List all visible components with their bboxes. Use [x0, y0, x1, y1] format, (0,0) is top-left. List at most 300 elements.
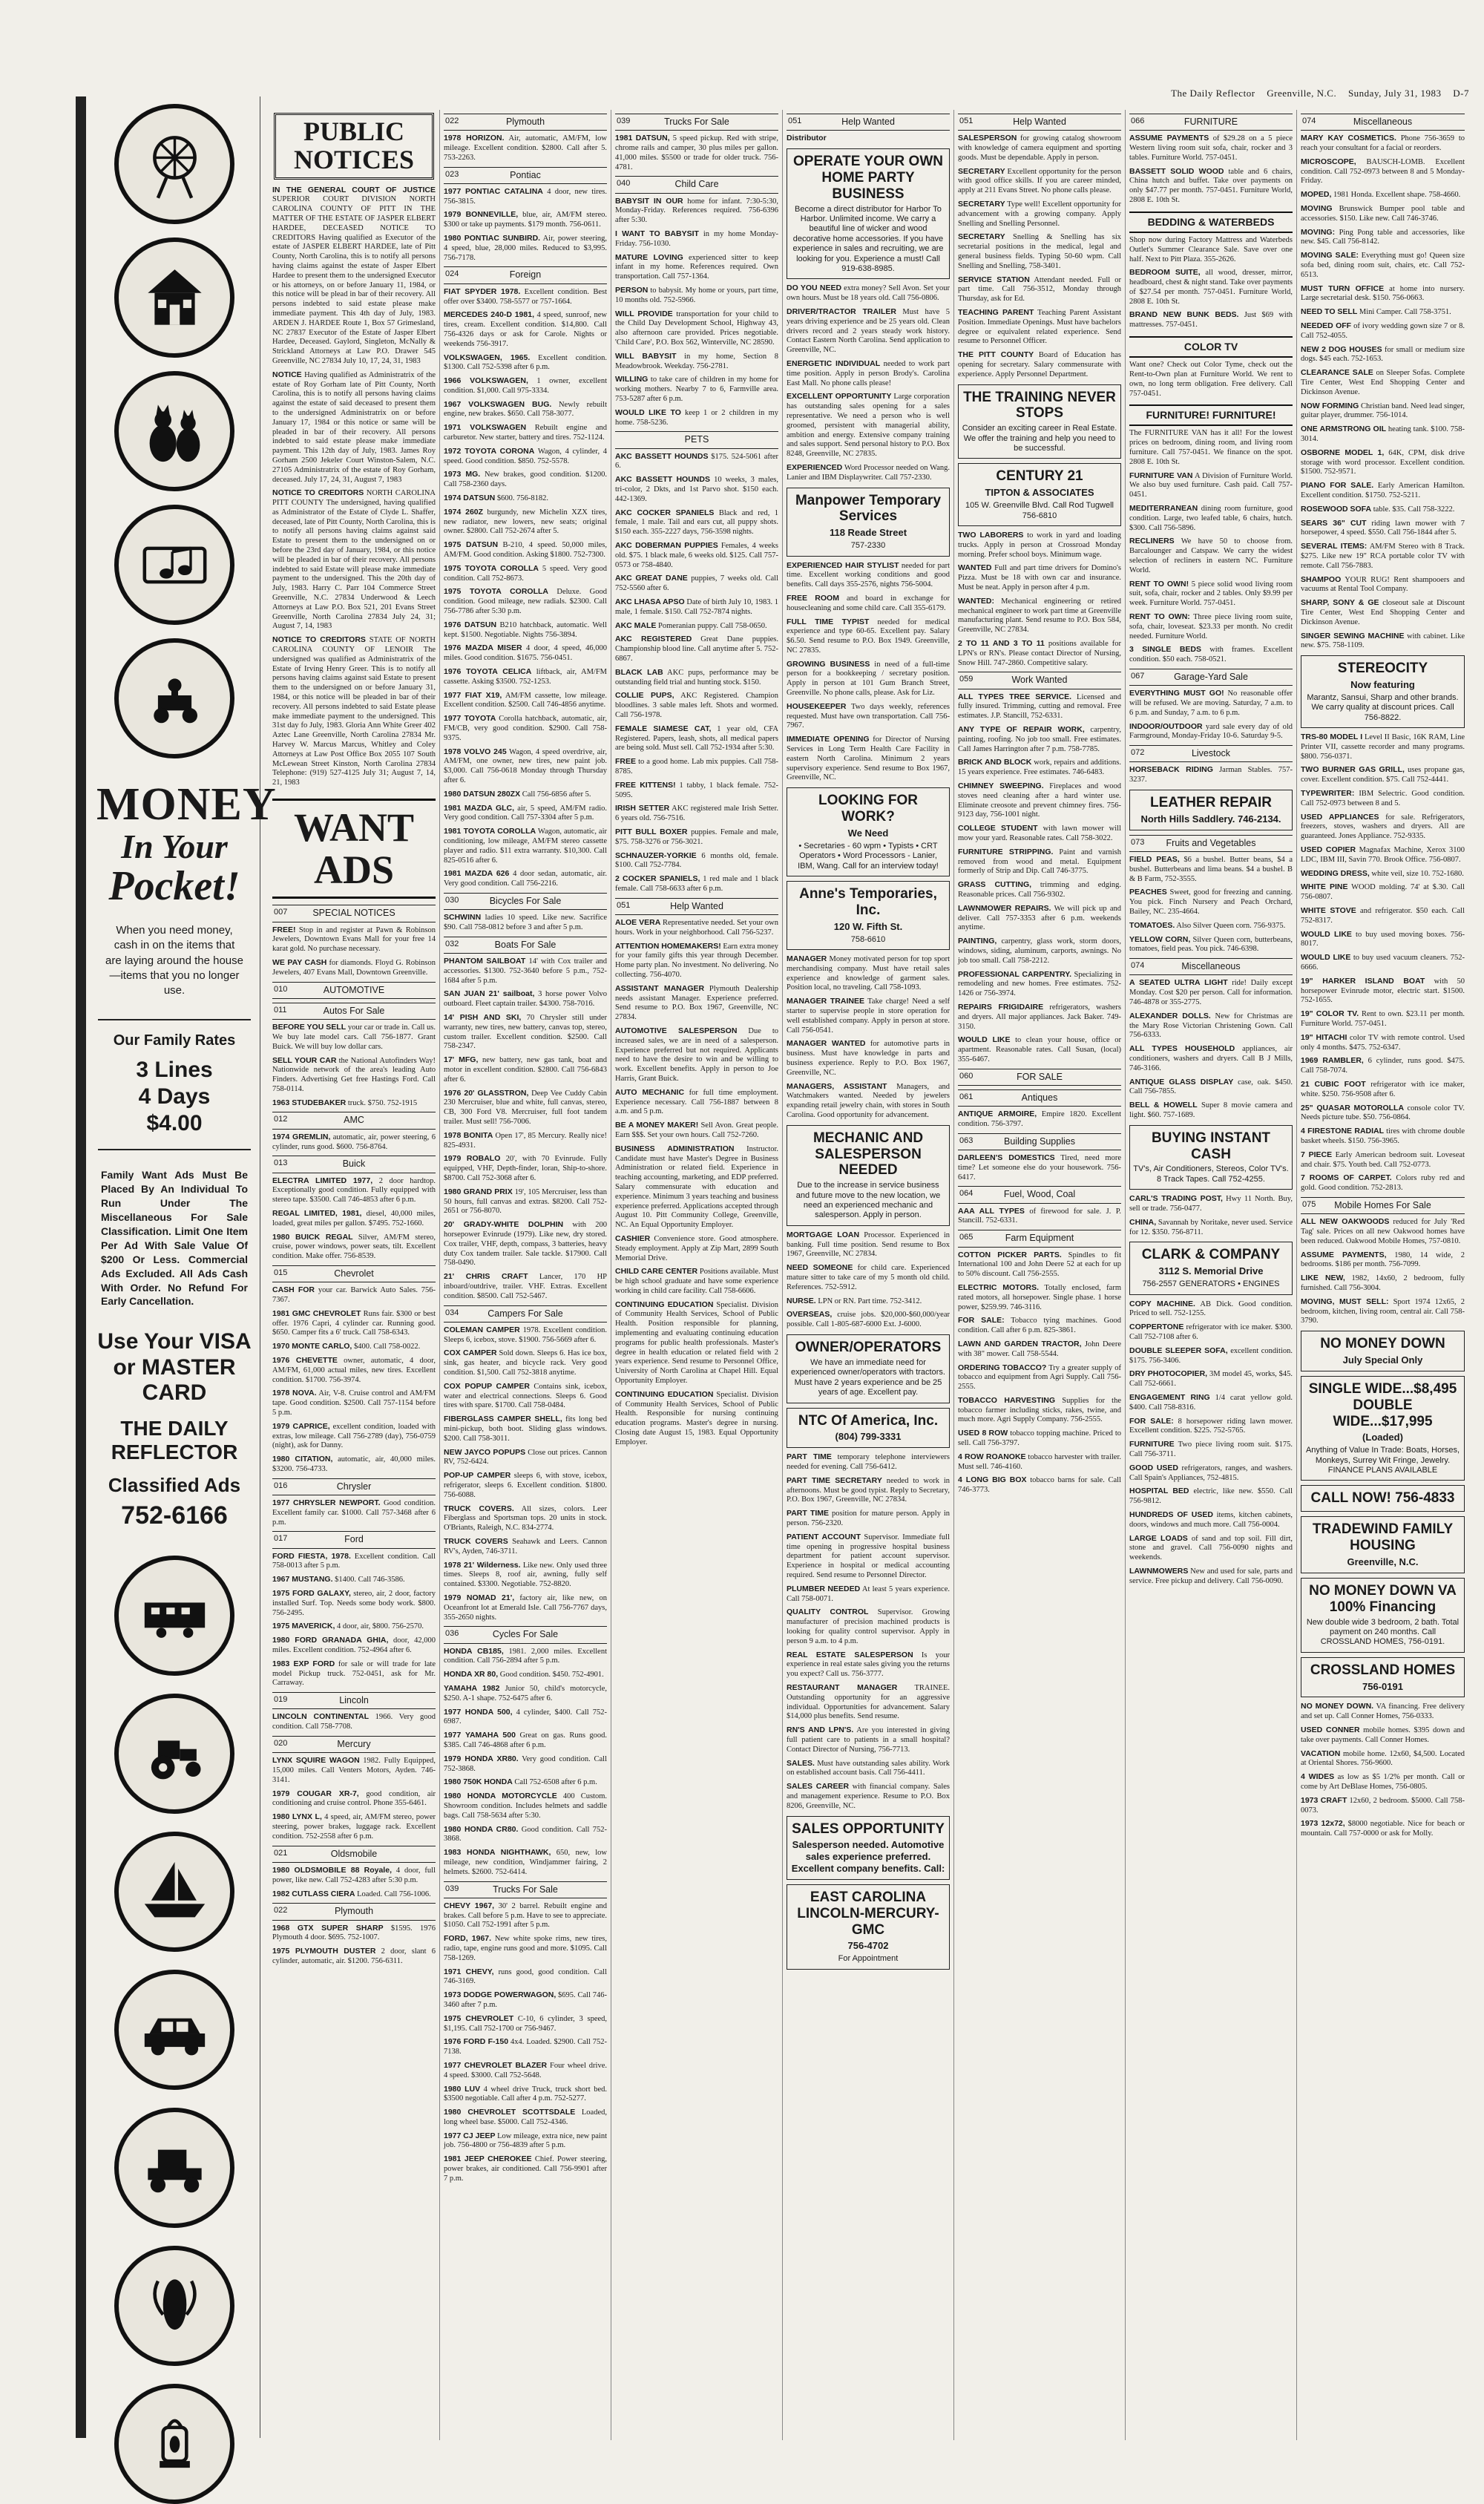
classified-ad [444, 620, 607, 640]
ad-body: 1 owner, excellent condition. $1,000. Call 975-3334. [444, 377, 607, 395]
ad-body: Silver Queen corn, butterbeans, tomatoes, field peas. You pick. 746-6398. [1129, 935, 1293, 954]
ad-body: 4 speed, sunroof, new tires, cream. Excellent condition. $14,800. Call 756-4326 days or ask for Carole. Nights or weekends 756-3917. [444, 311, 608, 348]
display-ad-sm: New double wide 3 bedroom, 2 bath. Total payment on 240 months. Call CROSSLAND HOMES, 756-0191. [1306, 1617, 1460, 1647]
classified-ad [444, 913, 607, 933]
section-heading [444, 1305, 607, 1323]
classified-ad [615, 1121, 778, 1141]
ad-lead: USED CONNER [1301, 1725, 1360, 1735]
ad-lead: CLEARANCE SALE [1301, 368, 1373, 378]
classified-ad [1129, 1510, 1293, 1530]
classified-ad [615, 874, 778, 894]
ad-body: at home into nursery. Large secretarial desk. $150. 756-0663. [1301, 284, 1465, 303]
ad-body: Full and part time drivers for Domino's Pizza. Must be 18 with own car and insurance. Must be neat. Apply in person after 4 p.m. [958, 564, 1122, 591]
ad-body: Want one? Check out Color Tyme, check out the Rent-to-Own plan at Furniture World. We rent to own, no long term obligation. Free delivery. Call 757-0451. [1129, 361, 1293, 398]
classified-ad [444, 1448, 607, 1468]
section-number: 013 [274, 1158, 288, 1168]
display-ad-sm: For Appointment [838, 1954, 899, 1964]
ad-body: Wagon, 4 cylinder, 4 speed. Good condition. $850. 752-5578. [444, 447, 608, 465]
section-title: Building Supplies [1004, 1135, 1075, 1147]
ad-body: 4 speed, air, AM/FM stereo, power steering, power brakes, luggage rack. Excellent condition. 752-2558 after 6 p.m. [272, 1813, 436, 1841]
ad-lead: MUST TURN OFFICE [1301, 283, 1385, 293]
ad-body: tobacco barns for sale. Call 746-3773. [958, 1476, 1122, 1495]
classified-ad [444, 310, 607, 349]
classified-ad [444, 1325, 607, 1346]
ad-body: Low mileage, extra nice, new paint job. 756-4800 or 756-4839 after 5 p.m. [444, 2131, 608, 2150]
classified-ad [958, 308, 1121, 347]
classified-ad [1129, 765, 1293, 785]
ad-body: YOUR RUG! Rent shampooers and vacuums at Rental Tool Company. [1301, 575, 1465, 594]
ad-body: for growing catalog showroom with knowledge of camera equipment and sporting goods. Must be dependable. Apply in person. [958, 134, 1121, 162]
ad-lead: NEW 2 DOG HOUSES [1301, 344, 1382, 354]
ad-lead: 1973 12x72, [1301, 1819, 1345, 1829]
ad-body: 1 year old, CFA Registered. Papers, leash, shots, all medical papers are being sold. Must sell. Call 752-1934 after 5:30. [615, 724, 778, 753]
ad-body: Deep Vee Cuddy Cabin 230 Mercruiser, blue and white, full canvas, stereo, CB, 300 Ford V8. Mercruiser, full foot tandem trailer. Must sell! 756-7006. [444, 1089, 607, 1126]
ad-lead: 19" COLOR TV. [1301, 1009, 1359, 1019]
section-number: 032 [445, 939, 459, 948]
classified-ad [615, 475, 778, 504]
classified-ad [1301, 368, 1465, 397]
ad-lead: 1967 MUSTANG. [272, 1575, 333, 1584]
classified-ad [272, 186, 436, 367]
classified-ad [615, 597, 778, 617]
ad-body: refrigerator with ice maker, white. $250. 756-9508 after 6. [1301, 1080, 1465, 1098]
ad-lead: IRISH SETTER [615, 804, 670, 813]
ad-body: 4 door, new tires. 756-3815. [444, 187, 608, 206]
ad-body: burgundy, new Michelin XZX tires, new radiator, new lowers, new seats; original owner. $2800. Call 752-2674 after 5. [444, 508, 607, 536]
classified-ad [444, 564, 607, 584]
classified-ad [1301, 1217, 1465, 1246]
classified-ad [787, 1725, 950, 1754]
classified-ad [272, 1636, 436, 1656]
ad-lead: AUTO MECHANIC [615, 1087, 685, 1097]
classified-ad [1301, 1127, 1465, 1147]
ad-lead: 4 FIRESTONE RADIAL [1301, 1127, 1385, 1136]
ad-lead: 1982 CUTLASS CIERA [272, 1889, 355, 1898]
ad-lead: NEW JAYCO POPUPS [444, 1447, 526, 1457]
ad-lead: MICROSCOPE, [1301, 157, 1356, 166]
ad-lead: A SEATED ULTRA LIGHT [1129, 978, 1228, 988]
ad-body: table and 6 chairs, China hutch and buffet. Take over payments on only $47.77 per month. 757-0451. Furniture World, 2808 E. 10th St. [1129, 167, 1293, 205]
ad-body: sleeps 6, with stove, icebox, refrigerator, sleeps 6. Excellent condition. $1800. 756-6088. [444, 1472, 607, 1499]
classified-ad [444, 957, 607, 986]
ad-body: Supplies for the tobacco farmer including sticks, rakes, twine, and much more. Agri Supply Company. 756-2555. [958, 1396, 1121, 1424]
ad-body: to babysit. My home or yours, part time, 10 months old. 752-5966. [615, 286, 779, 304]
ad-lead: 4 WIDES [1301, 1772, 1335, 1782]
classified-columns [269, 110, 1472, 2440]
ad-body: Sweet, good for freezing and canning. You pick. Finch Nursery and Peach Orchard, Bailey, NC. 235-4664. [1129, 888, 1293, 916]
display-ad-big: OWNER/OPERATORS [795, 1340, 942, 1356]
ad-body: Date of birth July 10, 1983. 1 male, 1 female. $150. Call 752-7874 nights. [615, 598, 779, 616]
ad-body: Phone 756-3659 to reach your consultant for a facial or reorders. [1301, 134, 1465, 153]
display-ad-big: CENTURY 21 [996, 468, 1083, 485]
ad-body: 4 door sedan, automatic, air. Very good condition. Call 756-2216. [444, 870, 608, 888]
classified-ad [444, 2085, 607, 2105]
ad-lead: 1978 BONITA [444, 1130, 493, 1140]
section-heading [272, 1478, 436, 1495]
ad-lead: PART TIME [787, 1509, 830, 1518]
section-number: 020 [274, 1739, 288, 1748]
ad-body: closeout sale at Discount Tire Center, West End Shopping Center and Dickinson Avenue. [1301, 599, 1465, 626]
section-heading [958, 114, 1121, 131]
ad-body: diesel, 40,000 miles, loaded, great miles per gallon. $7495. 752-1660. [272, 1209, 436, 1228]
ad-body: Level II Basic, 16K RAM, Line Printer VII, cassette recorder and many programs. $800. 756-0371. [1301, 733, 1465, 761]
ad-lead: AKC MALE [615, 620, 657, 630]
ad-lead: 1979 ROBALO [444, 1154, 501, 1164]
ad-body: $695. Call 746-3460 after 7 p.m. [444, 1991, 607, 2009]
ad-lead: CONTINUING EDUCATION [615, 1389, 714, 1399]
ad-lead: 1975 FORD GALAXY, [272, 1589, 351, 1599]
ad-body: Just $69 with mattresses. 757-0451. [1129, 311, 1293, 330]
ad-body: refrigerators, ranges, and washers. Call Spain's Appliances, 752-4815. [1129, 1464, 1293, 1482]
section-heading [272, 1531, 436, 1548]
ad-lead: RN'S AND LPN'S. [787, 1725, 854, 1735]
display-ad-big: THE TRAINING NEVER STOPS [963, 389, 1116, 422]
ad-lead: ASSISTANT MANAGER [615, 983, 705, 993]
publication-date: Sunday, July 31, 1983 [1347, 88, 1442, 99]
section-heading [958, 1230, 1121, 1247]
section-number: 067 [1131, 671, 1145, 681]
display-ad-big: LEATHER REPAIR [1150, 795, 1272, 811]
ad-lead: LAWNMOWERS [1129, 1566, 1189, 1576]
classified-ad [1301, 1796, 1465, 1816]
ad-lead: EXPERIENCED HAIR STYLIST [787, 560, 899, 570]
display-ad-big: NTC Of America, Inc. [798, 1412, 939, 1429]
section-title: Help Wanted [1013, 117, 1066, 127]
section-title: Help Wanted [670, 900, 723, 911]
ad-lead: 1980 DATSUN 280ZX [444, 789, 521, 799]
classified-ad [1301, 134, 1465, 154]
ad-lead: 1977 CJ JEEP [444, 2131, 496, 2140]
classified-ad [444, 1220, 607, 1268]
section-heading [787, 114, 950, 131]
corn-icon [114, 2246, 234, 2366]
classified-ad [1301, 977, 1465, 1006]
classified-ad [1301, 204, 1465, 224]
ad-body: of ivory wedding gown size 7 or 8. Call 752-4055. [1301, 322, 1465, 340]
ad-body: John Deere with 38" mower. Call 758-5544. [958, 1340, 1122, 1358]
money-line-1: MONEY [96, 779, 277, 830]
ad-body: ladies 10 speed. Like new. Sacrifice $90. Call 758-0812 before 3 and after 5 p.m. [444, 914, 607, 931]
ad-body: Plymouth Dealership needs assistant Manager. Experience preferred. Send resume to P.O. Box 1967, Greenville, NC 27834. [615, 984, 779, 1022]
display-ad [787, 787, 950, 876]
classified-ad [615, 1088, 778, 1117]
classified-ad [615, 229, 778, 249]
section-heading [272, 982, 436, 999]
ad-lead: HOSPITAL BED [1129, 1487, 1189, 1496]
ad-body: Fireplaces and wood stoves need cleaning after a hard winter use. Eliminate creosote and prevent chimney fires. 756-9123 day, 756-1001 night. [958, 781, 1121, 819]
classified-ad [272, 1659, 436, 1688]
ad-lead: FREE! [272, 925, 296, 934]
classified-ad [958, 937, 1121, 966]
ad-lead: 1981 JEEP CHEROKEE [444, 2154, 532, 2164]
money-subtext: When you need money, cash in on the items that are laying around the house—items that you no longer use. [105, 924, 243, 997]
classified-ad [444, 353, 607, 373]
display-ad-mid: Greenville, N.C. [1347, 1556, 1419, 1567]
display-ad-sm: 758-6610 [850, 934, 886, 944]
ad-lead: 1974 DATSUN [444, 494, 496, 503]
classified-ad [1129, 978, 1293, 1007]
ad-lead: 1970 MONTE CARLO, [272, 1342, 352, 1351]
classified-ad [444, 1990, 607, 2010]
ad-lead: ASSUME PAYMENTS, [1301, 1250, 1387, 1259]
classified-ad [958, 1003, 1121, 1032]
classified-column [783, 110, 954, 2440]
ad-body: Specialist. Division of Community Health Services, School of Public Health. Responsible for nursing continuing education programs. Master's degree in nursing. Closing date August 15, 1983. Equal Opportunity Employer. [615, 1390, 778, 1446]
classified-ad [1301, 402, 1465, 422]
classified-column [1297, 110, 1468, 2440]
ad-body: Open 17', 85 Mercury. Really nice! 825-4931. [444, 1131, 608, 1150]
classified-ad [272, 1176, 436, 1205]
ad-lead: 1963 STUDEBAKER [272, 1098, 347, 1107]
ad-body: in my home Monday-Friday. 756-1030. [615, 230, 779, 248]
ad-lead: SCHWINN [444, 913, 482, 922]
display-ad-big: STEREOCITY [1337, 661, 1428, 677]
classified-ad [444, 470, 607, 490]
section-number: 059 [959, 675, 974, 684]
ad-lead: PLUMBER NEEDED [787, 1584, 861, 1593]
classified-ad [272, 1947, 436, 1967]
classified-ad [615, 781, 778, 801]
ad-body: Newly rebuilt engine, new brakes. $650. Call 758-3077. [444, 400, 607, 419]
ad-lead: LAWN AND GARDEN TRACTOR, [958, 1339, 1082, 1348]
ad-lead: HONDA XR 80, [444, 1670, 499, 1679]
classified-ad [958, 167, 1121, 196]
ad-body: for sale. Refrigerators, freezers, stoves, washers and dryers. All are guaranteed. Jones Appliance. 752-9335. [1301, 813, 1465, 841]
section-title: Autos For Sale [323, 1005, 385, 1016]
classified-ad [787, 997, 950, 1035]
ad-lead: FOR SALE: [958, 1316, 1005, 1325]
classified-ad [1301, 321, 1465, 341]
classified-ad [272, 1356, 436, 1385]
ad-lead: NEED TO SELL [1301, 307, 1358, 317]
ad-body: to take care of children in my home for working mothers. Nearby 7 to 6, Farmville area. 753-5287 after 6 p.m. [615, 376, 779, 404]
ad-lead: 1980 HONDA MOTORCYCLE [444, 1792, 557, 1801]
classified-ad [615, 621, 778, 632]
classified-ad [444, 1187, 607, 1216]
ad-body: Positions available. Must be high school graduate and have some experience working in child care facility. Call 758-6606. [615, 1268, 779, 1295]
boat-icon [114, 1832, 234, 1952]
ad-body: Instructor. Candidate must have Master's Degree in Business Administration or related field. Experience in teaching accounting, marketing, and EDP preferred. Salary commensurate with education and experience. Minimum 3 years teaching and business experience preferred. Applications accepted through August 10. Pitt Community College, Greenville, NC. An Equal Opportunity Employer. [615, 1144, 779, 1230]
section-title: Trucks For Sale [664, 117, 729, 127]
ad-lead: DOUBLE SLEEPER SOFA, [1129, 1346, 1228, 1355]
ad-lead: WEDDING DRESS, [1301, 868, 1370, 878]
classified-ad [1129, 1417, 1293, 1437]
ad-body: $1400. Call 746-3586. [335, 1576, 405, 1584]
ad-lead: TRUCK COVERS. [444, 1504, 514, 1513]
classified-ad [444, 1561, 607, 1590]
ad-lead: ELECTRIC MOTORS. [958, 1282, 1040, 1292]
house-icon [114, 237, 234, 358]
ad-body: tobacco topping machine. Priced to sell. Call 756-3797. [958, 1429, 1122, 1448]
classified-ad [615, 757, 778, 777]
display-ad [787, 488, 950, 557]
ad-body: position for mature person. Apply in person. 756-2320. [787, 1510, 950, 1527]
section-heading [272, 1003, 436, 1020]
mobile-home-icon [114, 1556, 234, 1676]
ad-lead: 1981 TOYOTA COROLLA [444, 827, 536, 836]
classified-ad [958, 1475, 1121, 1495]
ad-body: Must have outstanding sales ability. Work on established account basis. Call 756-4411. [787, 1759, 950, 1777]
section-title: Trucks For Sale [493, 1884, 558, 1895]
ad-body: refrigerator with ice maker. $300. Call 752-7108 after 6. [1129, 1323, 1293, 1341]
classified-ad [958, 232, 1121, 271]
ad-lead: VACATION [1301, 1748, 1341, 1758]
classified-ad [1129, 1346, 1293, 1366]
ad-body: owner, automatic, 4 door, AM/FM, 61,000 actual miles, new tires. Excellent condition. $1700. 756-3974. [272, 1356, 436, 1384]
ad-body: Also Silver Queen corn. 756-9375. [1176, 921, 1286, 930]
ad-body: Corolla hatchback, automatic, air, FM/CB, very good condition. $2900. Call 758-9375. [444, 715, 608, 742]
classified-ad [1301, 1297, 1465, 1326]
ad-body: of firewood for sale. J. P. Stancill. 752-6331. [958, 1207, 1122, 1225]
section-heading [1301, 1197, 1465, 1214]
classified-ad [272, 1098, 436, 1109]
ad-body: Large corporation has outstanding sales opening for a sales representative. We need a person who is well groomed, persistent with managerial ability, ambition and energy. Extensive company training and sales support. Send personal history to P.O. Box 8248, Greenville, NC 27835. [787, 393, 950, 459]
ad-body: STATE OF NORTH CAROLINA COUNTY OF LENOIR The undersigned was qualified as Administratrix of the Estate of Irving Henry Greer. This is to notify all persons having claims against said Estate to present them to the undersigned on or before January 31, 1984, or this notice will be pleaded in bar of their recovery. All persons indebted to said Estate please make immediate payment to the undersigned. This 31st day fo July, 1983. Gloria Ann White Greer 402 Aztec Lane Greenville, North Carolina 27834 Mr. Harvey W. Marcus Marcus, Whitley and Coley Attorneys at Law Post Office Box 2055 107 South McLewean Street Kinston, North Carolina 27834 Telephone: (919) 527-4125 July 31; August 7, 14, 21, 1983 [272, 636, 436, 787]
ad-lead: USED 8 ROW [958, 1429, 1008, 1438]
ad-body: Three piece living room suite, sofa, chair, loveseat. $23.33 per month. No credit needed. Furniture World. [1129, 612, 1293, 640]
ad-lead: FURNITURE STRIPPING. [958, 847, 1054, 856]
ad-body: with financial company. Sales and management experience. Resume to P.O. Box 8206, Greenville, NC. [787, 1783, 951, 1810]
ad-body: Are you interested in giving full patient care to patients in a small hospital? Contact Director of Nursing, 756-7713. [787, 1726, 951, 1754]
section-title: Mercury [337, 1739, 371, 1750]
ad-body: 650, new, low mileage, new condition, Windjammer fairing, 2 helmets. $2600. 752-6414. [444, 1849, 607, 1876]
ad-body: Empire 1820. Excellent condition. 756-3797. [958, 1110, 1122, 1128]
ad-body: AKC registered male Irish Setter. 6 years old. 756-7516. [615, 804, 778, 823]
ad-body: of $29.28 on a 5 piece Western living room suit sofa, chair, rocker and 3 tables. Furniture World. 757-0451. [1129, 134, 1293, 162]
ad-body: transportation for your child to the Child Day Development School, Highway 43, also afternoon care provided. Prices negotiable. 'Child Care', P.O. Box 562, Winterville, NC 28590. [615, 309, 778, 347]
display-ad-big: NO MONEY DOWN [1320, 1336, 1445, 1352]
ad-body: Close out prices. Cannon RV, 752-6424. [444, 1448, 607, 1466]
classified-ad [1129, 580, 1293, 609]
section-title: Lincoln [339, 1695, 369, 1706]
classified-ad [444, 1089, 607, 1127]
section-title: Antiques [1021, 1092, 1058, 1103]
ad-lead: COLLEGE STUDENT [958, 824, 1038, 833]
classified-ad [272, 1552, 436, 1572]
ad-body: and board in exchange for housecleaning and some child care. Call 355-6179. [787, 594, 950, 612]
classified-ad [1129, 1369, 1293, 1389]
display-ad-mid: (Loaded) [1362, 1432, 1403, 1443]
classified-ad [1129, 167, 1293, 206]
section-title: Foreign [509, 269, 542, 281]
ad-body: Supervisor. Growing manufacturer of precision machined products is looking for quality control supervisor. Apply in person 9 a.m. to 4 p.m. [787, 1608, 950, 1645]
ad-body: Deluxe. Good condition. Good mileage, new radials. $2300. Call 756-7786 after 5:30 p.m. [444, 588, 608, 616]
section-number: 015 [274, 1268, 288, 1277]
classified-ad [787, 1230, 950, 1259]
ad-body: 5 piece solid wood living room suit, sofa, chair, rocker and 2 tables. Only $9.99 per week. Furniture World. 757-0451. [1129, 580, 1293, 608]
section-title: Campers For Sale [487, 1308, 563, 1319]
classified-ad [272, 1342, 436, 1352]
ad-body: $1595. 1976 Plymouth 4 door. $695. 752-1007. [272, 1924, 436, 1942]
ad-body: tires with chrome double basket wheels. $150. 756-3965. [1301, 1127, 1465, 1145]
ad-lead: REAL ESTATE SALESPERSON [787, 1650, 913, 1659]
ad-body: Very good condition. Call 752-3868. [444, 1754, 608, 1773]
classified-ad [958, 848, 1121, 876]
ad-lead: POP-UP CAMPER [444, 1471, 511, 1481]
classified-ad [444, 1382, 607, 1411]
section-heading [444, 937, 607, 954]
ad-body: of sand and top soil. Fill dirt, stone and gravel. Call 756-0090 nights and weekends. [1129, 1534, 1293, 1562]
ad-body: 1978. Excellent condition. Sleeps 6, icebox, stove. $1900. 756-5669 after 6. [444, 1325, 607, 1344]
classified-ad [1129, 1044, 1293, 1073]
ad-body: Magnafax Machine, Xerox 3100 LDC, IBM III, Savin 770. Brook Office. 756-0807. [1301, 846, 1465, 864]
classified-ad [615, 918, 778, 938]
classified-ad [1129, 888, 1293, 917]
ad-body: B210 hatchback, automatic. Well kept. $1500. Negotiable. Nights 756-3894. [444, 620, 607, 639]
ad-lead: VOLKSWAGEN, 1965. [444, 353, 531, 362]
ad-body: for child care. Experienced mature sitter to take care of my 5 month old child. References. 752-5912. [787, 1264, 951, 1291]
classified-ad [444, 1013, 607, 1052]
ad-lead: PHANTOM SAILBOAT [444, 957, 526, 966]
display-ad-sm: 105 W. Greenville Blvd. Call Rod Tugwell 756-6810 [965, 501, 1114, 520]
ad-body: B-210, 4 speed. 50,000 miles, AM/FM. Good condition. Asking $1800. 752-7300. [444, 541, 608, 560]
ad-body: Is your experience in real estate sales giving you the returns you expect? Call us. 756-3777. [787, 1651, 950, 1679]
ad-lead: ALOE VERA [615, 918, 661, 927]
classified-ad [958, 597, 1121, 635]
ad-lead: 1980 OLDSMOBILE 88 Royale, [272, 1865, 392, 1875]
section-number: 023 [445, 169, 459, 179]
classified-ad [787, 1082, 950, 1121]
ad-body: with 50 horsepower Evinrude motor, electric start. $1500. 752-1655. [1301, 977, 1465, 1005]
ad-lead: WANTED [958, 563, 992, 573]
section-heading [444, 893, 607, 910]
ad-lead: GOOD USED [1129, 1463, 1179, 1472]
classified-ad [444, 691, 607, 711]
ad-lead: INDOOR/OUTDOOR [1129, 721, 1203, 731]
ad-lead: WANTED: [958, 596, 994, 606]
section-number: 016 [274, 1481, 288, 1490]
classified-ad [787, 561, 950, 590]
classified-ad [958, 563, 1121, 592]
ad-lead: 1976 MAZDA MISER [444, 643, 522, 653]
classified-ad [615, 286, 778, 306]
ad-body: excellent condition, loaded with extras, low mileage. Call 756-2789 (day), 756-0759 (night), ask for Danny. [272, 1422, 436, 1450]
ad-body: Sport 1974 12x65, 2 bedroom, kitchen, living room, central air. Call 758-3790. [1301, 1297, 1465, 1325]
ad-lead: CASH FOR [272, 1285, 315, 1295]
ad-body: factory air, like new, on Oceanfront lot at Emerald Isle. Call 756-7767 days, 355-2650 nights. [444, 1593, 607, 1622]
section-number: 061 [959, 1092, 974, 1101]
ad-body: Having qualified as Administratrix of the estate of Roy Gorham late of Pitt County, North Carolina, this is to notify all persons having claims against the estate of said deceased to present them to the undersigned Administratrix on or before January 17, 1984 or this notice or same will be pleaded in bar of their recovery. All persons indebted to said estate please make immediate payment. This 12th day of July, 1983. James Roy Gorham 2500 Jekeler Court Winston-Salem, N.C. 27105 Administratrix of the estate of Roy Gorham, deceased. July 17, 24, 31, August 7, 1983 [272, 370, 436, 484]
ad-lead: FORD FIESTA, 1978. [272, 1551, 351, 1561]
classified-ad [958, 1207, 1121, 1227]
classified-ad [615, 375, 778, 404]
rates-line: 3 Lines [136, 1058, 213, 1083]
display-ad [1129, 1125, 1293, 1190]
section-heading [272, 1112, 436, 1129]
ad-body: 4 wheel drive Truck, truck short bed. $3500 negotiable. Call after 4 p.m. 752-5277. [444, 2085, 608, 2103]
ad-body: table. $35. Call 758-3222. [1373, 505, 1455, 514]
ad-body: to clean your house, office or apartment. Reasonable rates. Call Susan, (local) 355-6467. [958, 1036, 1121, 1063]
display-ad [1129, 790, 1293, 830]
ad-lead: USED APPLIANCES [1301, 812, 1379, 822]
ad-body: We have 50 to choose from. Barcalounger and Catspaw. We carry the widest selection of recliners in eastern NC. Furniture World. [1129, 537, 1293, 574]
ad-body: the National Autofinders Way! Nationwide network of the area's leading Auto Finders. Advertising Get free Hastings Ford. Call 758-0114. [272, 1056, 436, 1093]
classified-ad [1129, 921, 1293, 931]
ad-lead: EVERYTHING MUST GO! [1129, 689, 1224, 698]
ad-lead: 1980 HONDA CR80. [444, 1824, 519, 1834]
classified-ad [1129, 429, 1293, 467]
display-ad-sm: 757-2330 [850, 541, 886, 551]
classified-ad [1301, 425, 1465, 445]
classified-ad [615, 668, 778, 688]
ad-lead: ALL TYPES TREE SERVICE. [958, 692, 1072, 701]
classified-ad [444, 1792, 607, 1820]
classified-ad [615, 1300, 778, 1386]
ad-lead: ANTIQUE ARMOIRE, [958, 1110, 1037, 1119]
classified-column [1126, 110, 1297, 2440]
section-heading [958, 1089, 1121, 1107]
ad-lead: 1976 FORD F-150 [444, 2037, 509, 2047]
